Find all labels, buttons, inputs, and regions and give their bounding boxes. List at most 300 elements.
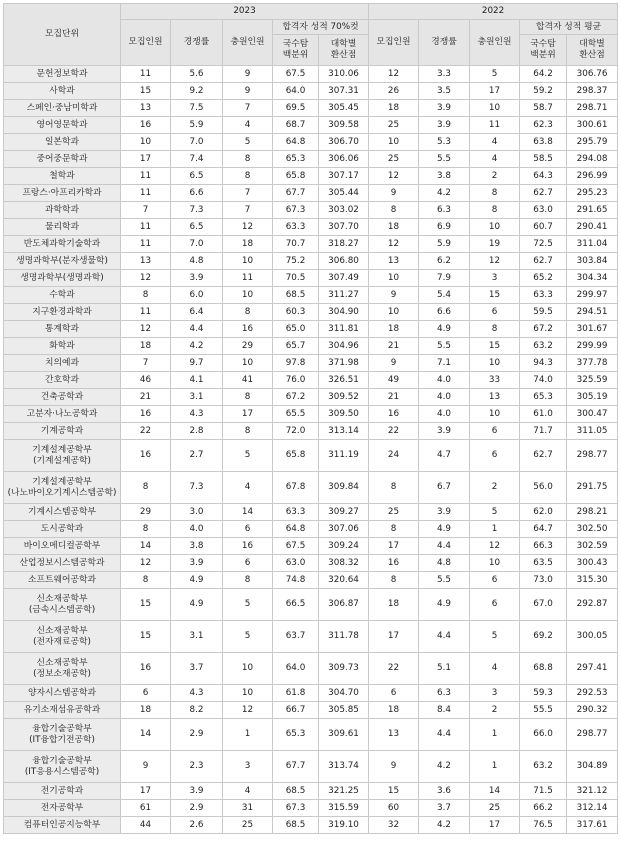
ratio-2023-cell: 4.1 xyxy=(171,372,223,389)
recruit-2022-cell: 25 xyxy=(369,151,419,168)
converted-score-2022-cell: 302.59 xyxy=(567,538,618,555)
recruit-2022-cell: 25 xyxy=(369,117,419,134)
percentile-2022-cell: 66.3 xyxy=(520,538,567,555)
recruit-2022-cell: 21 xyxy=(369,389,419,406)
percentile-2023-cell: 65.7 xyxy=(273,338,319,355)
recruit-2022-cell: 13 xyxy=(369,719,419,751)
dept-cell: 기계공학과 xyxy=(4,423,121,440)
recruit-2023-cell: 14 xyxy=(121,538,171,555)
extra-2023-cell: 25 xyxy=(223,817,273,834)
recruit-2022-cell: 18 xyxy=(369,219,419,236)
percentile-2022-cell: 63.5 xyxy=(520,555,567,572)
table-row xyxy=(4,66,618,83)
recruit-2022-cell: 17 xyxy=(369,621,419,653)
converted-score-2023-cell: 307.31 xyxy=(319,83,369,100)
converted-score-2023-cell: 303.02 xyxy=(319,202,369,219)
converted-score-2022-cell: 292.87 xyxy=(567,589,618,621)
table-row xyxy=(4,134,618,151)
ratio-2022-cell: 3.9 xyxy=(419,117,470,134)
table-row xyxy=(4,685,618,702)
converted-score-2023-cell: 311.19 xyxy=(319,440,369,472)
ratio-2023-cell: 2.6 xyxy=(171,817,223,834)
recruit-2022-cell: 10 xyxy=(369,270,419,287)
table-row xyxy=(4,538,618,555)
recruit-2022-cell: 18 xyxy=(369,321,419,338)
percentile-header-2022: 국수탐 백분위 xyxy=(520,35,567,66)
extra-2023-cell: 8 xyxy=(223,389,273,406)
recruit-2022-cell: 12 xyxy=(369,236,419,253)
ratio-2023-cell: 2.3 xyxy=(171,751,223,783)
extra-2022-cell: 6 xyxy=(470,589,520,621)
converted-score-2022-cell: 300.61 xyxy=(567,117,618,134)
converted-score-2022-cell: 298.21 xyxy=(567,504,618,521)
percentile-2023-cell: 64.8 xyxy=(273,134,319,151)
converted-score-2023-cell: 305.45 xyxy=(319,100,369,117)
converted-score-2023-cell: 307.17 xyxy=(319,168,369,185)
table-row xyxy=(4,423,618,440)
table-body xyxy=(4,66,618,834)
table-row xyxy=(4,800,618,817)
extra-2022-cell: 10 xyxy=(470,100,520,117)
recruit-2023-cell: 8 xyxy=(121,287,171,304)
extra-2023-cell: 31 xyxy=(223,800,273,817)
percentile-2022-cell: 66.0 xyxy=(520,719,567,751)
converted-score-2023-cell: 313.74 xyxy=(319,751,369,783)
converted-score-2023-cell: 319.10 xyxy=(319,817,369,834)
percentile-2022-cell: 71.7 xyxy=(520,423,567,440)
percentile-2023-cell: 67.5 xyxy=(273,538,319,555)
recruit-2023-cell: 11 xyxy=(121,168,171,185)
converted-score-2023-cell: 309.61 xyxy=(319,719,369,751)
recruit-2023-cell: 44 xyxy=(121,817,171,834)
recruit-2023-cell: 15 xyxy=(121,621,171,653)
converted-score-2022-cell: 291.65 xyxy=(567,202,618,219)
percentile-2023-cell: 65.0 xyxy=(273,321,319,338)
percentile-2023-cell: 66.7 xyxy=(273,702,319,719)
recruit-2023-cell: 12 xyxy=(121,555,171,572)
percentile-2023-cell: 64.8 xyxy=(273,521,319,538)
dept-cell: 전자공학부 xyxy=(4,800,121,817)
recruit-2022-cell: 18 xyxy=(369,589,419,621)
table-row xyxy=(4,751,618,783)
ratio-2022-cell: 4.2 xyxy=(419,817,470,834)
converted-score-2023-cell: 371.98 xyxy=(319,355,369,372)
table-row xyxy=(4,83,618,100)
ratio-2022-cell: 4.0 xyxy=(419,389,470,406)
ratio-2023-cell: 5.9 xyxy=(171,117,223,134)
converted-score-2022-cell: 312.14 xyxy=(567,800,618,817)
percentile-2023-cell: 60.3 xyxy=(273,304,319,321)
recruit-2023-cell: 46 xyxy=(121,372,171,389)
converted-score-2022-cell: 299.97 xyxy=(567,287,618,304)
recruit-2022-cell: 24 xyxy=(369,440,419,472)
table-row xyxy=(4,389,618,406)
dept-cell: 소프트웨어공학과 xyxy=(4,572,121,589)
converted-score-header-2023: 대학별 환산점 xyxy=(319,35,369,66)
percentile-2022-cell: 67.2 xyxy=(520,321,567,338)
ratio-2023-cell: 6.5 xyxy=(171,168,223,185)
extra-2023-cell: 5 xyxy=(223,440,273,472)
percentile-2023-cell: 63.3 xyxy=(273,504,319,521)
table-row xyxy=(4,270,618,287)
recruit-2023-cell: 7 xyxy=(121,202,171,219)
percentile-2022-cell: 62.7 xyxy=(520,253,567,270)
extra-2023-cell: 9 xyxy=(223,83,273,100)
converted-score-2022-cell: 304.34 xyxy=(567,270,618,287)
recruit-2022-cell: 32 xyxy=(369,817,419,834)
converted-score-2022-cell: 306.76 xyxy=(567,66,618,83)
extra-2022-cell: 15 xyxy=(470,338,520,355)
ratio-2022-cell: 3.9 xyxy=(419,423,470,440)
extra-2022-cell: 12 xyxy=(470,538,520,555)
percentile-2023-cell: 70.7 xyxy=(273,236,319,253)
converted-score-2023-cell: 304.96 xyxy=(319,338,369,355)
extra-2023-cell: 6 xyxy=(223,521,273,538)
converted-score-2023-cell: 307.49 xyxy=(319,270,369,287)
ratio-2023-cell: 3.8 xyxy=(171,538,223,555)
ratio-2022-cell: 5.5 xyxy=(419,151,470,168)
table-row xyxy=(4,253,618,270)
extra-2023-cell: 8 xyxy=(223,304,273,321)
recruit-2022-cell: 18 xyxy=(369,702,419,719)
recruit-2022-cell: 13 xyxy=(369,253,419,270)
converted-score-2022-cell: 298.77 xyxy=(567,719,618,751)
recruit-2023-cell: 8 xyxy=(121,472,171,504)
extra-2023-cell: 8 xyxy=(223,151,273,168)
dept-cell: 양자시스템공학과 xyxy=(4,685,121,702)
table-row xyxy=(4,151,618,168)
extra-2022-cell: 3 xyxy=(470,270,520,287)
dept-cell: 신소재공학부 (정보소재공학) xyxy=(4,653,121,685)
ratio-header-2023: 경쟁률 xyxy=(171,20,223,66)
recruit-2023-cell: 11 xyxy=(121,219,171,236)
extra-2023-cell: 7 xyxy=(223,202,273,219)
percentile-2022-cell: 62.0 xyxy=(520,504,567,521)
ratio-2022-cell: 3.9 xyxy=(419,504,470,521)
extra-2022-cell: 1 xyxy=(470,751,520,783)
converted-score-2022-cell: 291.75 xyxy=(567,472,618,504)
ratio-2022-cell: 4.2 xyxy=(419,185,470,202)
dept-header: 모집단위 xyxy=(4,4,121,66)
converted-score-2023-cell: 311.78 xyxy=(319,621,369,653)
dept-cell: 철학과 xyxy=(4,168,121,185)
recruit-2023-cell: 12 xyxy=(121,270,171,287)
converted-score-2022-cell: 297.41 xyxy=(567,653,618,685)
recruit-header-2023: 모집인원 xyxy=(121,20,171,66)
recruit-header-2022: 모집인원 xyxy=(369,20,419,66)
recruit-2022-cell: 9 xyxy=(369,185,419,202)
percentile-2022-cell: 72.5 xyxy=(520,236,567,253)
converted-score-2022-cell: 295.23 xyxy=(567,185,618,202)
ratio-2023-cell: 7.3 xyxy=(171,472,223,504)
ratio-2022-cell: 4.9 xyxy=(419,321,470,338)
ratio-2023-cell: 2.9 xyxy=(171,719,223,751)
ratio-2023-cell: 2.7 xyxy=(171,440,223,472)
converted-score-2023-cell: 307.70 xyxy=(319,219,369,236)
ratio-2022-cell: 3.7 xyxy=(419,800,470,817)
recruit-2023-cell: 11 xyxy=(121,66,171,83)
table-row xyxy=(4,236,618,253)
recruit-2023-cell: 14 xyxy=(121,719,171,751)
recruit-2023-cell: 21 xyxy=(121,389,171,406)
recruit-2022-cell: 6 xyxy=(369,685,419,702)
ratio-2022-cell: 4.4 xyxy=(419,719,470,751)
extra-2022-cell: 10 xyxy=(470,219,520,236)
ratio-2022-cell: 7.9 xyxy=(419,270,470,287)
percentile-2022-cell: 62.3 xyxy=(520,117,567,134)
recruit-2023-cell: 16 xyxy=(121,653,171,685)
converted-score-2023-cell: 306.06 xyxy=(319,151,369,168)
dept-cell: 생명과학부(생명과학) xyxy=(4,270,121,287)
table-row xyxy=(4,355,618,372)
extra-2022-cell: 6 xyxy=(470,304,520,321)
converted-score-2023-cell: 310.06 xyxy=(319,66,369,83)
converted-score-2023-cell: 309.52 xyxy=(319,389,369,406)
recruit-2023-cell: 13 xyxy=(121,100,171,117)
converted-score-2022-cell: 298.77 xyxy=(567,440,618,472)
percentile-2023-cell: 69.5 xyxy=(273,100,319,117)
percentile-2022-cell: 64.3 xyxy=(520,168,567,185)
dept-cell: 신소재공학부 (전자재료공학) xyxy=(4,621,121,653)
dept-cell: 융합기술공학부 (IT응용시스템공학) xyxy=(4,751,121,783)
recruit-2022-cell: 18 xyxy=(369,100,419,117)
extra-2023-cell: 12 xyxy=(223,219,273,236)
converted-score-2023-cell: 307.06 xyxy=(319,521,369,538)
ratio-2022-cell: 6.7 xyxy=(419,472,470,504)
extra-2023-cell: 4 xyxy=(223,783,273,800)
converted-score-2022-cell: 295.79 xyxy=(567,134,618,151)
converted-score-2022-cell: 311.04 xyxy=(567,236,618,253)
recruit-2023-cell: 15 xyxy=(121,589,171,621)
percentile-2022-cell: 74.0 xyxy=(520,372,567,389)
percentile-2022-cell: 64.2 xyxy=(520,66,567,83)
percentile-2022-cell: 63.8 xyxy=(520,134,567,151)
extra-2022-cell: 3 xyxy=(470,685,520,702)
percentile-2023-cell: 97.8 xyxy=(273,355,319,372)
percentile-2023-cell: 67.3 xyxy=(273,202,319,219)
ratio-2022-cell: 3.9 xyxy=(419,100,470,117)
recruit-2022-cell: 8 xyxy=(369,472,419,504)
converted-score-2022-cell: 305.19 xyxy=(567,389,618,406)
ratio-2023-cell: 4.4 xyxy=(171,321,223,338)
dept-cell: 수학과 xyxy=(4,287,121,304)
ratio-2023-cell: 9.2 xyxy=(171,83,223,100)
percentile-2023-cell: 65.3 xyxy=(273,719,319,751)
percentile-2023-cell: 64.0 xyxy=(273,653,319,685)
converted-score-2023-cell: 305.85 xyxy=(319,702,369,719)
percentile-2022-cell: 62.7 xyxy=(520,440,567,472)
recruit-2022-cell: 9 xyxy=(369,287,419,304)
extra-2022-cell: 14 xyxy=(470,783,520,800)
converted-score-2022-cell: 290.32 xyxy=(567,702,618,719)
dept-cell: 프랑스·아프리카학과 xyxy=(4,185,121,202)
converted-score-header-2022: 대학별 환산점 xyxy=(567,35,618,66)
converted-score-2022-cell: 317.61 xyxy=(567,817,618,834)
extra-2022-cell: 10 xyxy=(470,555,520,572)
dept-cell: 유기소재섬유공학과 xyxy=(4,702,121,719)
converted-score-2022-cell: 315.30 xyxy=(567,572,618,589)
converted-score-2023-cell: 320.64 xyxy=(319,572,369,589)
extra-2023-cell: 16 xyxy=(223,321,273,338)
table-row xyxy=(4,185,618,202)
dept-cell: 신소재공학부 (금속시스템공학) xyxy=(4,589,121,621)
ratio-2023-cell: 3.9 xyxy=(171,270,223,287)
converted-score-2022-cell: 299.99 xyxy=(567,338,618,355)
percentile-2022-cell: 56.0 xyxy=(520,472,567,504)
converted-score-2023-cell: 304.90 xyxy=(319,304,369,321)
extra-2023-cell: 10 xyxy=(223,355,273,372)
ratio-2022-cell: 4.8 xyxy=(419,555,470,572)
ratio-2022-cell: 5.5 xyxy=(419,572,470,589)
percentile-2023-cell: 63.0 xyxy=(273,555,319,572)
recruit-2023-cell: 11 xyxy=(121,304,171,321)
ratio-2023-cell: 3.9 xyxy=(171,783,223,800)
table-row xyxy=(4,372,618,389)
extra-2023-cell: 7 xyxy=(223,100,273,117)
converted-score-2022-cell: 311.05 xyxy=(567,423,618,440)
ratio-2023-cell: 4.2 xyxy=(171,338,223,355)
percentile-2022-cell: 64.7 xyxy=(520,521,567,538)
converted-score-2022-cell: 325.59 xyxy=(567,372,618,389)
recruit-2022-cell: 12 xyxy=(369,168,419,185)
ratio-2022-cell: 6.2 xyxy=(419,253,470,270)
converted-score-2023-cell: 309.24 xyxy=(319,538,369,555)
percentile-2023-cell: 68.5 xyxy=(273,817,319,834)
recruit-2023-cell: 7 xyxy=(121,355,171,372)
converted-score-2022-cell: 292.53 xyxy=(567,685,618,702)
dept-cell: 문헌정보학과 xyxy=(4,66,121,83)
recruit-2023-cell: 17 xyxy=(121,151,171,168)
recruit-2023-cell: 15 xyxy=(121,83,171,100)
extra-2023-cell: 1 xyxy=(223,719,273,751)
extra-2022-cell: 17 xyxy=(470,817,520,834)
percentile-2023-cell: 63.7 xyxy=(273,621,319,653)
extra-2023-cell: 5 xyxy=(223,134,273,151)
percentile-2023-cell: 65.3 xyxy=(273,151,319,168)
dept-cell: 도시공학과 xyxy=(4,521,121,538)
ratio-2023-cell: 3.7 xyxy=(171,653,223,685)
ratio-2022-cell: 4.9 xyxy=(419,589,470,621)
percentile-2023-cell: 66.5 xyxy=(273,589,319,621)
table-row xyxy=(4,572,618,589)
percentile-2023-cell: 75.2 xyxy=(273,253,319,270)
percentile-2022-cell: 63.2 xyxy=(520,751,567,783)
converted-score-2022-cell: 300.43 xyxy=(567,555,618,572)
table-row xyxy=(4,406,618,423)
table-row xyxy=(4,555,618,572)
converted-score-2023-cell: 309.50 xyxy=(319,406,369,423)
table-row xyxy=(4,702,618,719)
extra-2022-cell: 1 xyxy=(470,521,520,538)
extra-2022-cell: 4 xyxy=(470,653,520,685)
recruit-2022-cell: 8 xyxy=(369,521,419,538)
converted-score-2023-cell: 311.81 xyxy=(319,321,369,338)
converted-score-2022-cell: 377.78 xyxy=(567,355,618,372)
percentile-2023-cell: 67.3 xyxy=(273,800,319,817)
converted-score-2023-cell: 313.14 xyxy=(319,423,369,440)
percentile-2022-cell: 73.0 xyxy=(520,572,567,589)
ratio-2023-cell: 8.2 xyxy=(171,702,223,719)
cutoff-70-group-header: 합격자 성적 70%컷 xyxy=(273,20,369,35)
dept-cell: 지구환경과학과 xyxy=(4,304,121,321)
extra-2022-cell: 2 xyxy=(470,702,520,719)
converted-score-2023-cell: 309.84 xyxy=(319,472,369,504)
extra-2022-cell: 19 xyxy=(470,236,520,253)
recruit-2022-cell: 17 xyxy=(369,538,419,555)
converted-score-2022-cell: 302.50 xyxy=(567,521,618,538)
percentile-2023-cell: 65.8 xyxy=(273,440,319,472)
extra-2023-cell: 6 xyxy=(223,555,273,572)
year-2023-header: 2023 xyxy=(121,4,369,20)
percentile-header-2023: 국수탐 백분위 xyxy=(273,35,319,66)
converted-score-2022-cell: 294.08 xyxy=(567,151,618,168)
extra-2023-cell: 10 xyxy=(223,685,273,702)
dept-cell: 중어중문학과 xyxy=(4,151,121,168)
dept-cell: 과학학과 xyxy=(4,202,121,219)
converted-score-2023-cell: 308.32 xyxy=(319,555,369,572)
percentile-2023-cell: 67.2 xyxy=(273,389,319,406)
converted-score-2022-cell: 290.41 xyxy=(567,219,618,236)
dept-cell: 전기공학과 xyxy=(4,783,121,800)
table-header xyxy=(4,4,618,66)
ratio-2022-cell: 5.5 xyxy=(419,338,470,355)
extra-2023-cell: 5 xyxy=(223,621,273,653)
ratio-2023-cell: 6.4 xyxy=(171,304,223,321)
converted-score-2022-cell: 303.84 xyxy=(567,253,618,270)
table-row xyxy=(4,521,618,538)
extra-2022-cell: 6 xyxy=(470,572,520,589)
recruit-2023-cell: 8 xyxy=(121,521,171,538)
percentile-2023-cell: 68.7 xyxy=(273,117,319,134)
dept-cell: 간호학과 xyxy=(4,372,121,389)
dept-cell: 고분자·나노공학과 xyxy=(4,406,121,423)
extra-2023-cell: 8 xyxy=(223,423,273,440)
ratio-2023-cell: 4.3 xyxy=(171,406,223,423)
extra-2023-cell: 17 xyxy=(223,406,273,423)
extra-2023-cell: 41 xyxy=(223,372,273,389)
extra-2023-cell: 8 xyxy=(223,168,273,185)
extra-2023-cell: 5 xyxy=(223,589,273,621)
table-row xyxy=(4,304,618,321)
ratio-2022-cell: 6.3 xyxy=(419,685,470,702)
ratio-2022-cell: 5.3 xyxy=(419,134,470,151)
percentile-2022-cell: 71.5 xyxy=(520,783,567,800)
recruit-2023-cell: 22 xyxy=(121,423,171,440)
ratio-2023-cell: 7.0 xyxy=(171,134,223,151)
ratio-2023-cell: 3.9 xyxy=(171,555,223,572)
recruit-2022-cell: 25 xyxy=(369,504,419,521)
ratio-2023-cell: 4.0 xyxy=(171,521,223,538)
extra-2022-cell: 4 xyxy=(470,151,520,168)
recruit-2023-cell: 17 xyxy=(121,783,171,800)
extra-2023-cell: 29 xyxy=(223,338,273,355)
ratio-2022-cell: 4.0 xyxy=(419,372,470,389)
recruit-2023-cell: 13 xyxy=(121,253,171,270)
ratio-header-2022: 경쟁률 xyxy=(419,20,470,66)
extra-2023-cell: 18 xyxy=(223,236,273,253)
recruit-2023-cell: 11 xyxy=(121,236,171,253)
percentile-2023-cell: 67.5 xyxy=(273,66,319,83)
percentile-2022-cell: 63.0 xyxy=(520,202,567,219)
converted-score-2022-cell: 298.37 xyxy=(567,83,618,100)
extra-2023-cell: 14 xyxy=(223,504,273,521)
dept-cell: 생명과학부(분자생물학) xyxy=(4,253,121,270)
percentile-2022-cell: 76.5 xyxy=(520,817,567,834)
converted-score-2023-cell: 326.51 xyxy=(319,372,369,389)
ratio-2022-cell: 6.3 xyxy=(419,202,470,219)
extra-2022-cell: 4 xyxy=(470,134,520,151)
converted-score-2023-cell: 306.87 xyxy=(319,589,369,621)
